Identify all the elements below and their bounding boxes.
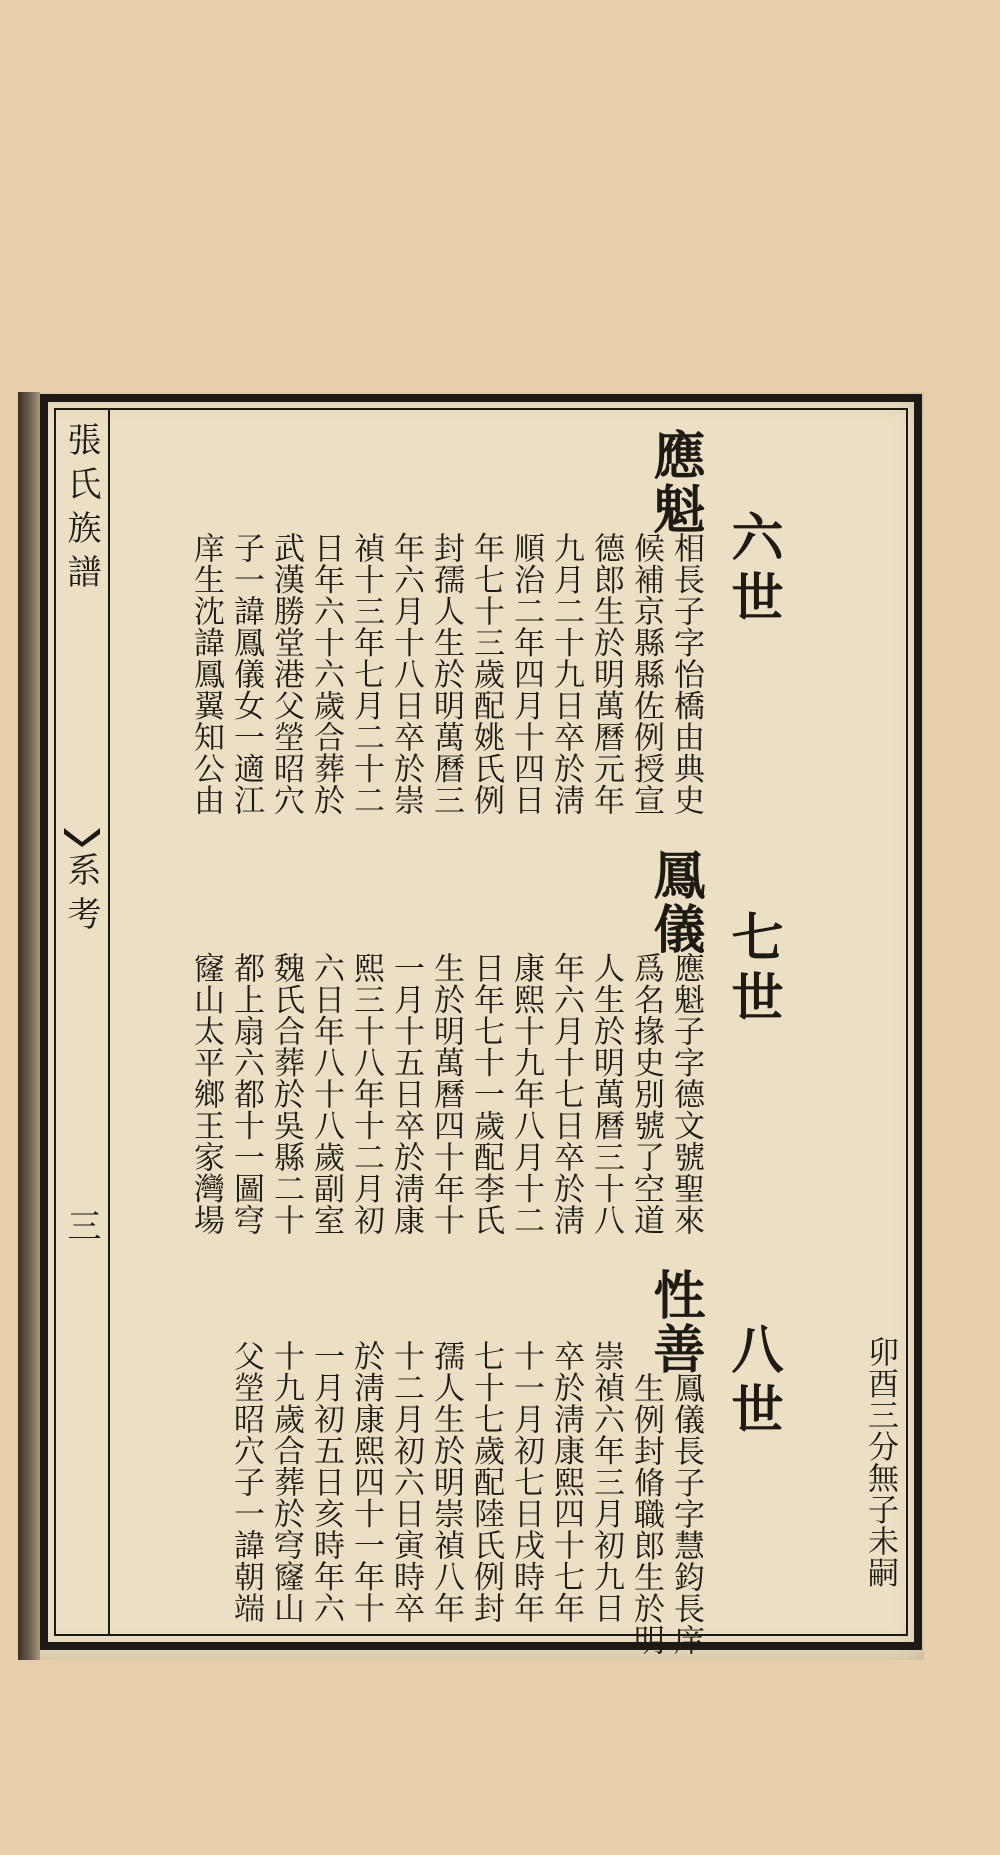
book-title: 張氏族譜	[61, 422, 101, 598]
entry-line: 庠生沈諱鳳翼知公由	[188, 532, 224, 816]
entry-line: 父塋昭穴子一諱朝端	[228, 1340, 264, 1624]
entry-line: 十九歲合葬於穹窿山	[268, 1340, 304, 1624]
entry-line: 年七十三歲配姚氏例	[468, 532, 504, 816]
section-label: 系考	[61, 852, 101, 940]
book-spine	[18, 392, 40, 1660]
entry-line: 孺人生於明崇禎八年	[428, 1340, 464, 1624]
entry-line: 封孺人生於明萬曆三	[428, 532, 464, 816]
entry-line: 應魁子字德文號聖來	[668, 952, 704, 1236]
entry-line: 魏氏合葬於吳縣二十	[268, 952, 304, 1236]
entry-line: 一月十五日卒於淸康	[388, 952, 424, 1236]
entry-line: 熙三十八年十二月初	[348, 952, 384, 1236]
generation-heading-7: 七世	[722, 910, 783, 1030]
entry-line: 日年七十一歲配李氏	[468, 952, 504, 1236]
entry-line: 七十七歲配陸氏例封	[468, 1340, 504, 1624]
entry-line: 都上扇六都十一圖穹	[228, 952, 264, 1236]
entry-line: 十一月初七日戌時年	[508, 1340, 544, 1624]
entry-line: 禎十三年七月二十二	[348, 532, 384, 816]
entry-line: 九月二十九日卒於淸	[548, 532, 584, 816]
entry-line: 年六月十七日卒於淸	[548, 952, 584, 1236]
entry-line: 年六月十八日卒於崇	[388, 532, 424, 816]
entry-line: 十二月初六日寅時卒	[388, 1340, 424, 1624]
entry-line: 爲名掾史別號了空道	[628, 952, 664, 1236]
entry-line: 武漢勝堂港父塋昭穴	[268, 532, 304, 816]
entry-line: 六日年八十八歲副室	[308, 952, 344, 1236]
entry-line: 於淸康熙四十一年十	[348, 1340, 384, 1624]
entry-line: 窿山太平鄉王家灣場	[188, 952, 224, 1236]
entry-line: 生例封脩職郎生於明	[628, 1372, 664, 1656]
entry-name-xingshan: 性善	[644, 1268, 705, 1376]
entry-line: 一月初五日亥時年六	[308, 1340, 344, 1624]
entry-line: 順治二年四月十四日	[508, 532, 544, 816]
fish-tail-mark-icon	[62, 826, 102, 848]
entry-line: 卒於淸康熙四十七年	[548, 1340, 584, 1624]
entry-line: 崇禎六年三月初九日	[588, 1340, 624, 1624]
margin-divider-line	[108, 408, 110, 1636]
entry-line: 鳳儀長子字慧鈞長庠	[668, 1372, 704, 1656]
previous-entry-note: 卯酉三分無子未嗣	[862, 1336, 898, 1588]
entry-line: 德郎生於明萬曆元年	[588, 532, 624, 816]
entry-line: 康熙十九年八月十二	[508, 952, 544, 1236]
entry-line: 生於明萬曆四十年十	[428, 952, 464, 1236]
entry-line: 子一諱鳳儀女一適江	[228, 532, 264, 816]
entry-line: 人生於明萬曆三十八	[588, 952, 624, 1236]
page-number: 三	[61, 1208, 101, 1252]
generation-heading-8: 八世	[722, 1322, 783, 1442]
entry-name-yingkui: 應魁	[644, 428, 705, 536]
entry-line: 候補京縣縣佐例授宣	[628, 532, 664, 816]
entry-line: 日年六十六歲合葬於	[308, 532, 344, 816]
generation-heading-6: 六世	[722, 510, 783, 630]
entry-line: 相長子字怡橋由典史	[668, 532, 704, 816]
entry-name-fengyi: 鳳儀	[644, 848, 705, 956]
